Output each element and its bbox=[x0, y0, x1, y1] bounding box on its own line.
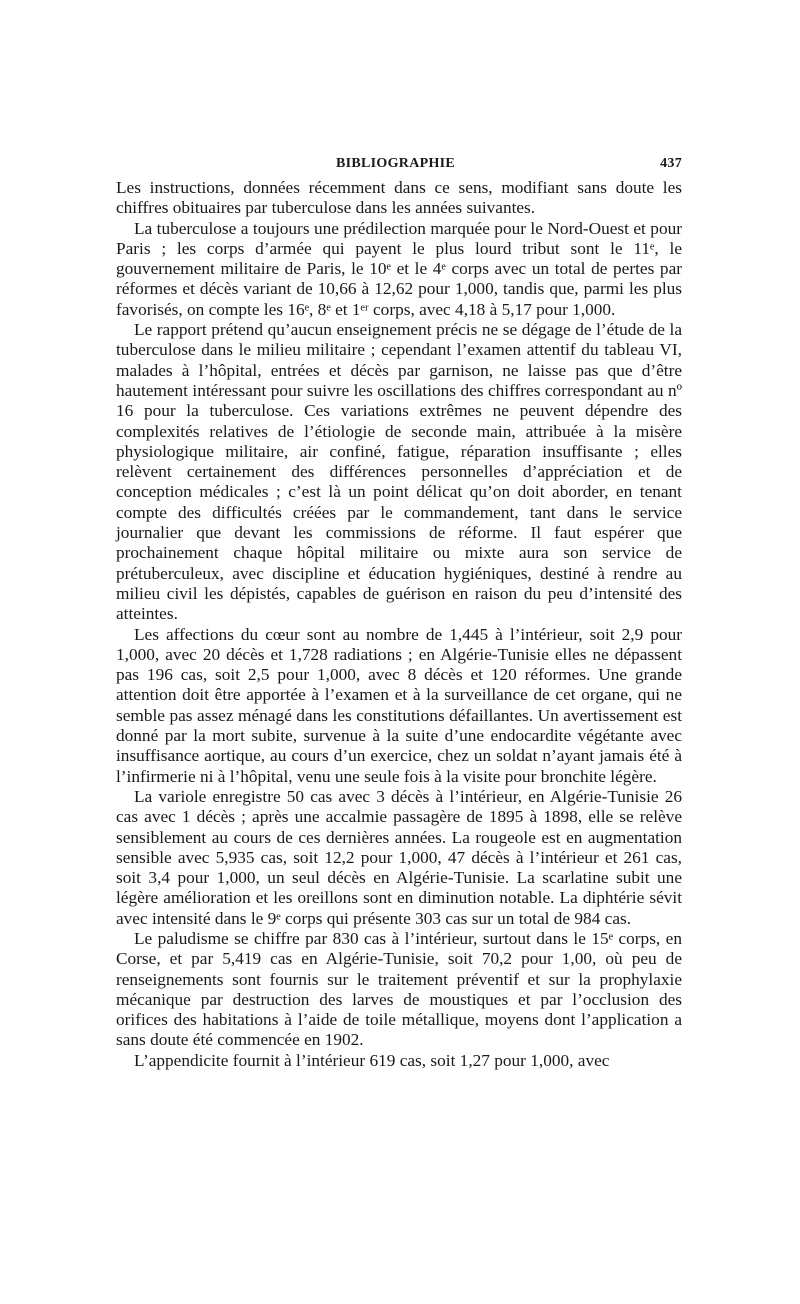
page-number: 437 bbox=[660, 156, 682, 171]
paragraph: La variole enregistre 50 cas avec 3 décès à l’intérieur, en Algérie-Tunisie 26 cas avec 1 décès ; après une accalmie passagère de 1895 à 1898, elle se relève sensiblement au cours de ces dernières années. La rougeole est en augmentation sensible avec 5,935 cas, soit 12,2 pour 1,000, 47 décès à l’intérieur et 261 cas, soit 3,4 pour 1,000, un seul décès en Algérie-Tunisie. La scarlatine subit une légère amélioration et les oreillons sont en diminution notable. La diphtérie sévit avec intensité dans le 9ᵉ corps qui présente 303 cas sur un total de 984 cas. bbox=[116, 786, 682, 928]
paragraph: Le paludisme se chiffre par 830 cas à l’intérieur, surtout dans le 15ᵉ corps, en Corse, et par 5,419 cas en Algérie-Tunisie, soit 70,2 pour 1,00, où peu de renseignements sont fournis sur le traitement préventif et sur la prophylaxie mécanique par destruction des larves de moustiques et par l’occlusion des orifices des habitations à l’aide de toile métallique, moyens dont l’application a sans doute été commencée en 1902. bbox=[116, 928, 682, 1050]
paragraph: Les instructions, données récemment dans ce sens, modifiant sans doute les chiffres obituaires par tuberculose dans les années suivantes. bbox=[116, 178, 682, 218]
running-title: BIBLIOGRAPHIE bbox=[336, 156, 456, 171]
body-text bbox=[116, 178, 682, 1071]
paragraph: La tuberculose a toujours une prédilection marquée pour le Nord-Ouest et pour Paris ; les corps d’armée qui payent le plus lourd tribut sont le 11ᵉ, le gouvernement militaire de Paris, le 10ᵉ et le 4ᵉ corps avec un total de pertes par réformes et décès variant de 10,66 à 12,62 pour 1,000, tandis que, parmi les plus favorisés, on compte les 16ᵉ, 8ᵉ et 1ᵉʳ corps, avec 4,18 à 5,17 pour 1,000. bbox=[116, 218, 682, 319]
paragraph: Le rapport prétend qu’aucun enseignement précis ne se dégage de l’étude de la tuberculose dans le milieu militaire ; cependant l’examen attentif du tableau VI, malades à l’hôpital, entrées et décès par garnison, ne laisse pas que d’être hautement intéressant pour suivre les oscillations des chiffres correspondant au nº 16 pour la tuberculose. Ces variations extrêmes ne peuvent dépendre des complexités relatives de l’étiologie de seconde main, attribuée à la misère physiologique militaire, air confiné, fatigue, réparation insuffisante ; elles relèvent certainement des différences personnelles d’appréciation et de conception médicales ; c’est là un point délicat qu’on doit aborder, en tenant compte des difficultés créées par le commandement, tant dans le service journalier que devant les commissions de réforme. Il faut espérer que prochainement chaque hôpital militaire ou mixte aura son service de prétuberculeux, avec discipline et éducation hygiéniques, destiné à rendre au milieu civil les dépistés, capables de guérison en raison du peu d’intensité des atteintes. bbox=[116, 320, 682, 624]
paragraph: Les affections du cœur sont au nombre de 1,445 à l’intérieur, soit 2,9 pour 1,000, avec 20 décès et 1,728 radiations ; en Algérie-Tunisie elles ne dépassent pas 196 cas, soit 2,5 pour 1,000, avec 8 décès et 120 réformes. Une grande attention doit être apportée à l’examen et à la surveillance de cet organe, qui ne semble pas assez ménagé dans les constitutions défaillantes. Un avertissement est donné par la mort subite, survenue à la suite d’une endocardite végétante avec insuffisance aortique, au cours d’un exercice, chez un soldat n’ayant jamais été à l’infirmerie ni à l’hôpital, venu une seule fois à la visite pour bronchite légère. bbox=[116, 624, 682, 786]
paragraph: L’appendicite fournit à l’intérieur 619 cas, soit 1,27 pour 1,000, avec bbox=[134, 1050, 610, 1070]
running-header bbox=[116, 152, 682, 178]
page bbox=[116, 152, 682, 1071]
